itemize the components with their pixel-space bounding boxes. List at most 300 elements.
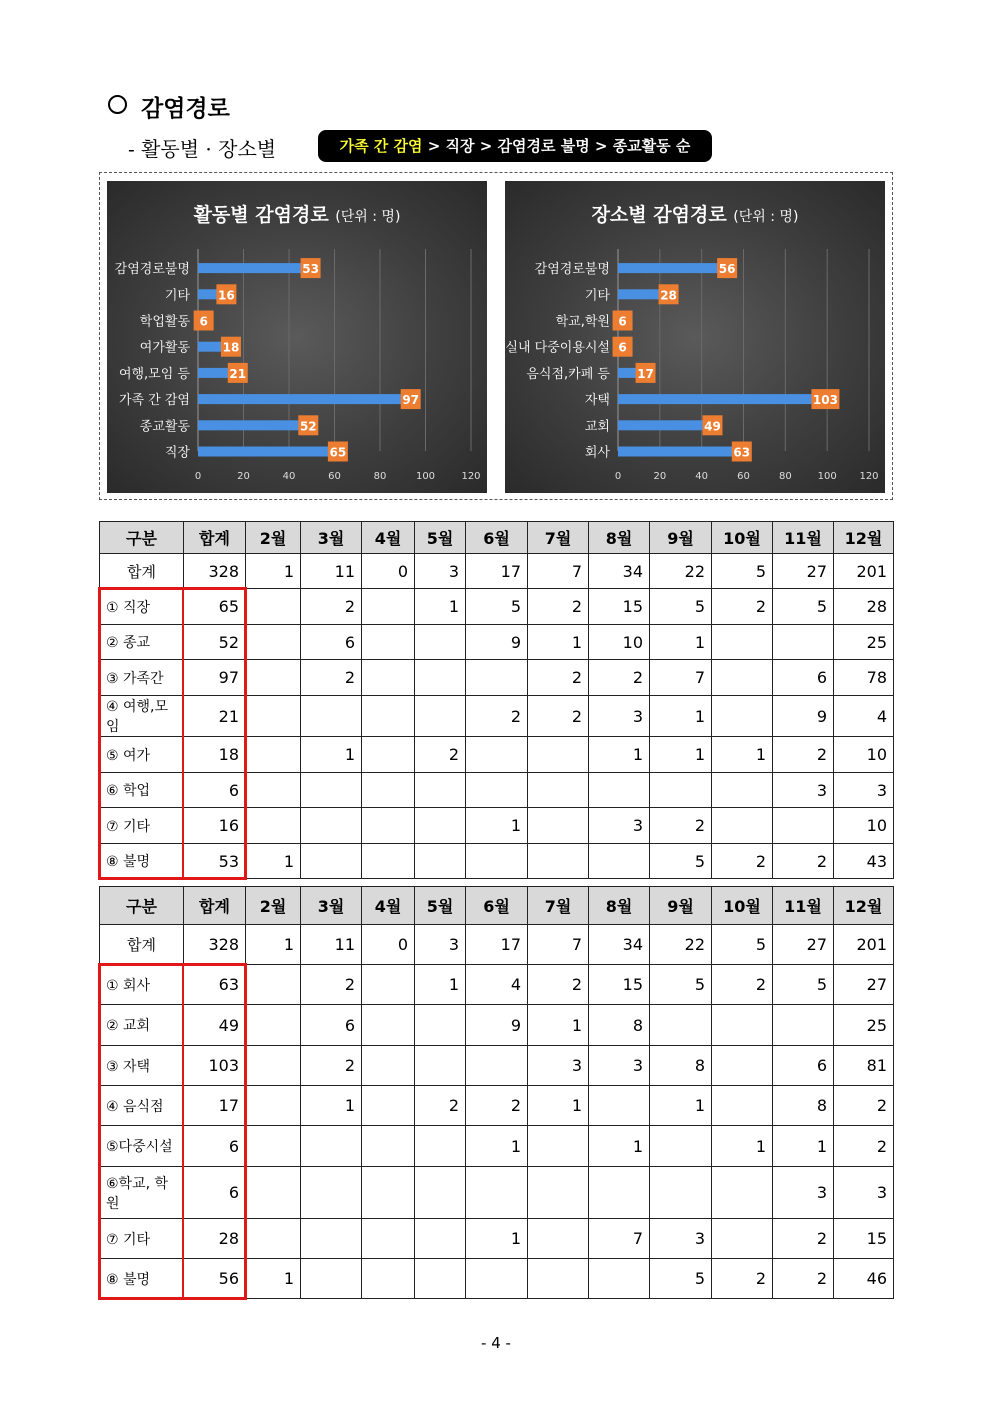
table-cell: 27 (834, 965, 894, 1005)
table-cell: 7 (589, 1219, 650, 1259)
table-cell: 2 (712, 589, 773, 625)
table-cell: 15 (589, 589, 650, 625)
table-cell (712, 808, 773, 844)
data-label: 97 (402, 393, 420, 408)
table-cell: 17 (466, 554, 528, 589)
table-cell: 1 (773, 1126, 834, 1167)
table-cell: 1 (528, 1086, 589, 1126)
table-cell: 46 (834, 1259, 894, 1299)
table-cell: 1 (246, 844, 301, 879)
table-cell: 2 (528, 660, 589, 696)
table-cell (301, 844, 362, 879)
bar (198, 263, 319, 273)
table-cell: 2 (589, 660, 650, 696)
table-cell (712, 1046, 773, 1086)
column-header: 3월 (301, 887, 362, 925)
category-label: 회사 (584, 445, 610, 461)
table-cell (415, 1046, 466, 1086)
table-cell (301, 773, 362, 808)
table-cell: 201 (834, 925, 894, 965)
table-cell: 8 (650, 1046, 712, 1086)
table-cell: 2 (466, 696, 528, 737)
table-cell (589, 1167, 650, 1219)
row-label: ③ 자택 (100, 1046, 184, 1086)
table-cell (301, 1126, 362, 1167)
activity-chart (107, 181, 487, 493)
table-cell (466, 1167, 528, 1219)
table-cell: 2 (301, 660, 362, 696)
table-cell: 78 (834, 660, 894, 696)
table-cell (528, 1126, 589, 1167)
table-cell: 2 (773, 844, 834, 879)
highlight-box (98, 963, 247, 1300)
table-cell (246, 1086, 301, 1126)
table-cell: 63 (184, 965, 246, 1005)
data-label: 49 (704, 419, 721, 434)
category-label: 기타 (584, 288, 610, 304)
table-cell: 52 (184, 625, 246, 660)
highlight-divider (182, 588, 184, 878)
row-label: ⑧ 불명 (100, 1259, 184, 1299)
category-label: 여가활동 (139, 340, 190, 356)
table-cell (466, 1046, 528, 1086)
table-cell: 5 (712, 554, 773, 589)
table-cell (362, 1167, 415, 1219)
data-label: 6 (618, 340, 627, 355)
table-cell: 2 (650, 808, 712, 844)
table-cell: 3 (650, 1219, 712, 1259)
circle-bullet-icon (108, 95, 127, 114)
column-header: 합계 (184, 522, 246, 554)
table-cell: 328 (184, 925, 246, 965)
table-cell (415, 808, 466, 844)
table-cell (650, 1005, 712, 1046)
table-cell: 1 (415, 965, 466, 1005)
table-cell (301, 696, 362, 737)
table-cell: 9 (466, 1005, 528, 1046)
column-header: 2월 (246, 522, 301, 554)
category-label: 감염경로불명 (114, 262, 190, 278)
table-cell: 28 (834, 589, 894, 625)
table-cell: 3 (589, 1046, 650, 1086)
data-label: 28 (660, 288, 677, 303)
table-cell (466, 737, 528, 773)
category-label: 교회 (584, 419, 610, 435)
table-cell (246, 696, 301, 737)
table-cell: 6 (184, 1167, 246, 1219)
table-cell (362, 1259, 415, 1299)
table-cell: 97 (184, 660, 246, 696)
table-cell (712, 773, 773, 808)
category-label: 감염경로불명 (534, 262, 610, 278)
table-cell (712, 696, 773, 737)
table-cell (362, 1126, 415, 1167)
column-header: 5월 (415, 522, 466, 554)
table-cell (712, 1167, 773, 1219)
table-cell (246, 808, 301, 844)
table-cell (589, 1086, 650, 1126)
x-tick-label: 60 (328, 471, 341, 482)
table-cell: 7 (650, 660, 712, 696)
table-cell: 2 (712, 965, 773, 1005)
table-cell: 15 (589, 965, 650, 1005)
column-header: 12월 (834, 887, 894, 925)
table-cell: 15 (834, 1219, 894, 1259)
table-cell: 2 (415, 1086, 466, 1126)
table-cell: 3 (415, 925, 466, 965)
table-cell (528, 1167, 589, 1219)
table-cell (773, 1005, 834, 1046)
table-cell: 49 (184, 1005, 246, 1046)
table-cell (415, 1005, 466, 1046)
column-header: 7월 (528, 522, 589, 554)
column-header: 11월 (773, 522, 834, 554)
table-cell (466, 1259, 528, 1299)
row-label: ⑥학교, 학원 (100, 1167, 184, 1219)
column-header: 10월 (712, 887, 773, 925)
category-label: 기타 (164, 288, 190, 304)
column-header: 합계 (184, 887, 246, 925)
table-cell: 27 (773, 925, 834, 965)
table-cell: 1 (650, 1086, 712, 1126)
table-cell (362, 625, 415, 660)
table-cell (246, 625, 301, 660)
place-chart-svg (505, 181, 885, 493)
table-cell: 1 (712, 737, 773, 773)
category-label: 직장 (164, 445, 190, 461)
table-cell (362, 696, 415, 737)
bar (198, 447, 346, 457)
table-header-row (100, 522, 894, 554)
table-cell: 1 (301, 737, 362, 773)
table-cell (362, 1086, 415, 1126)
table-cell: 1 (246, 925, 301, 965)
table-cell (528, 808, 589, 844)
table-cell: 5 (650, 589, 712, 625)
x-tick-label: 20 (653, 471, 667, 482)
table-cell: 1 (650, 696, 712, 737)
table-cell (246, 1005, 301, 1046)
table-cell (246, 1219, 301, 1259)
table-cell (415, 1219, 466, 1259)
highlight-box (98, 587, 247, 880)
row-label: ⑤다중시설 (100, 1126, 184, 1167)
x-tick-label: 0 (194, 471, 202, 482)
category-label: 가족 간 감염 (118, 393, 190, 409)
table-cell (415, 844, 466, 879)
table-cell: 28 (184, 1219, 246, 1259)
row-label: ② 교회 (100, 1005, 184, 1046)
table-cell: 4 (834, 696, 894, 737)
x-tick-label: 80 (778, 471, 792, 482)
table-cell (246, 1126, 301, 1167)
table-cell: 4 (466, 965, 528, 1005)
table-cell (301, 1167, 362, 1219)
row-label: ④ 여행,모임 (100, 696, 184, 737)
table-cell (301, 1219, 362, 1259)
x-tick-label: 120 (461, 471, 481, 482)
table-cell: 6 (184, 773, 246, 808)
table-cell (246, 773, 301, 808)
table-cell: 2 (301, 589, 362, 625)
table-cell: 5 (650, 965, 712, 1005)
data-label: 52 (299, 419, 317, 434)
place-chart (505, 181, 885, 493)
table-cell (362, 773, 415, 808)
table-cell (528, 737, 589, 773)
subheading: - 활동별 · 장소별 (128, 137, 277, 161)
table-cell: 5 (773, 589, 834, 625)
table-cell: 2 (773, 1259, 834, 1299)
column-header: 12월 (834, 522, 894, 554)
row-label: ① 직장 (100, 589, 184, 625)
table-cell: 1 (466, 1219, 528, 1259)
data-label: 17 (637, 366, 654, 381)
data-label: 6 (618, 314, 627, 329)
column-header: 10월 (712, 522, 773, 554)
table-cell: 53 (184, 844, 246, 879)
table-cell: 3 (528, 1046, 589, 1086)
table-cell (415, 660, 466, 696)
total-row (100, 925, 894, 965)
row-label: 합계 (100, 554, 184, 589)
data-label: 6 (199, 314, 208, 329)
table-cell (589, 773, 650, 808)
column-header: 6월 (466, 522, 528, 554)
table-cell (362, 844, 415, 879)
section-heading (108, 90, 230, 123)
table-cell (466, 773, 528, 808)
table-cell: 1 (712, 1126, 773, 1167)
table-cell: 1 (466, 808, 528, 844)
table-cell (362, 965, 415, 1005)
table-cell: 2 (415, 737, 466, 773)
table-cell: 16 (184, 808, 246, 844)
table-cell: 6 (773, 1046, 834, 1086)
column-header: 11월 (773, 887, 834, 925)
table-cell (246, 660, 301, 696)
table-cell: 103 (184, 1046, 246, 1086)
table-cell: 1 (466, 1126, 528, 1167)
table-cell (589, 844, 650, 879)
page-number: - 4 - (481, 1334, 511, 1352)
x-tick-label: 40 (695, 471, 709, 482)
table-cell: 1 (246, 1259, 301, 1299)
table-cell (415, 696, 466, 737)
chart-title (592, 203, 799, 226)
table-cell: 201 (834, 554, 894, 589)
table-cell (712, 1219, 773, 1259)
data-label: 65 (329, 445, 347, 460)
table-cell: 3 (589, 808, 650, 844)
table-cell (650, 773, 712, 808)
table-cell (246, 737, 301, 773)
data-label: 18 (222, 340, 240, 355)
table-cell: 6 (301, 625, 362, 660)
row-label: ⑧ 불명 (100, 844, 184, 879)
table-cell: 2 (773, 737, 834, 773)
table-cell: 43 (834, 844, 894, 879)
table-cell: 2 (773, 1219, 834, 1259)
category-label: 학업활동 (139, 314, 190, 330)
row-label: ⑤ 여가 (100, 737, 184, 773)
column-header: 구분 (100, 887, 184, 925)
charts-frame (99, 172, 893, 500)
table-cell: 1 (650, 737, 712, 773)
table-cell (362, 737, 415, 773)
data-label: 53 (302, 262, 319, 277)
table-cell: 3 (589, 696, 650, 737)
data-label: 63 (733, 445, 751, 460)
table-cell: 0 (362, 554, 415, 589)
column-header: 8월 (589, 887, 650, 925)
x-tick-label: 120 (859, 471, 879, 482)
x-tick-label: 100 (817, 471, 837, 482)
table-cell: 1 (528, 625, 589, 660)
row-label: ⑦ 기타 (100, 1219, 184, 1259)
row-label: ④ 음식점 (100, 1086, 184, 1126)
table-cell: 1 (528, 1005, 589, 1046)
table-header-row (100, 887, 894, 925)
highlight-divider (182, 964, 184, 1298)
table-cell (528, 773, 589, 808)
ranking-badge (318, 130, 712, 162)
ranking-rest: > 직장 > 감염경로 불명 > 종교활동 순 (422, 137, 691, 155)
column-header: 7월 (528, 887, 589, 925)
table-cell: 5 (773, 965, 834, 1005)
category-label: 여행,모임 등 (118, 366, 190, 382)
table-cell: 7 (528, 925, 589, 965)
table-cell (528, 1219, 589, 1259)
x-tick-label: 0 (614, 471, 622, 482)
table-cell (712, 1086, 773, 1126)
table-cell: 2 (528, 696, 589, 737)
table-cell (773, 808, 834, 844)
table-cell (650, 1126, 712, 1167)
heading-text: 감염경로 (141, 96, 230, 122)
table-cell (415, 1259, 466, 1299)
table-cell: 1 (589, 737, 650, 773)
table-cell (246, 589, 301, 625)
table-cell: 10 (589, 625, 650, 660)
chart-title (193, 203, 401, 226)
table-cell: 8 (773, 1086, 834, 1126)
category-label: 종교활동 (139, 419, 190, 435)
table-cell (246, 1167, 301, 1219)
table-cell (466, 660, 528, 696)
table-cell (362, 589, 415, 625)
table-cell: 10 (834, 737, 894, 773)
data-label: 103 (812, 393, 838, 408)
table-cell: 1 (415, 589, 466, 625)
chart-unit: (단위 : 명) (335, 209, 401, 225)
x-tick-label: 100 (415, 471, 436, 482)
row-label: ① 회사 (100, 965, 184, 1005)
table-cell (650, 1167, 712, 1219)
category-label: 음식점,카페 등 (526, 366, 610, 382)
table-cell: 17 (184, 1086, 246, 1126)
table-cell (415, 625, 466, 660)
table-cell: 6 (773, 660, 834, 696)
column-header: 4월 (362, 522, 415, 554)
total-row (100, 554, 894, 589)
table-cell: 17 (466, 925, 528, 965)
column-header: 2월 (246, 887, 301, 925)
column-header: 구분 (100, 522, 184, 554)
table-cell (301, 808, 362, 844)
category-label: 실내 다중이용시설 (505, 340, 610, 356)
table-cell: 3 (834, 1167, 894, 1219)
table-cell: 2 (712, 844, 773, 879)
table-cell: 1 (301, 1086, 362, 1126)
ranking-highlight: 가족 간 감염 (339, 137, 423, 155)
table-cell: 5 (712, 925, 773, 965)
table-cell: 6 (184, 1126, 246, 1167)
column-header: 6월 (466, 887, 528, 925)
table-cell: 65 (184, 589, 246, 625)
x-tick-label: 20 (237, 471, 250, 482)
table-cell (362, 1005, 415, 1046)
row-label: ③ 가족간 (100, 660, 184, 696)
table-cell: 2 (301, 965, 362, 1005)
table-cell: 2 (834, 1126, 894, 1167)
chart-title-text: 활동별 감염경로 (193, 204, 336, 226)
table-cell: 5 (650, 1259, 712, 1299)
table-cell: 1 (246, 554, 301, 589)
row-label: ② 종교 (100, 625, 184, 660)
x-tick-label: 80 (373, 471, 387, 482)
table-cell: 9 (466, 625, 528, 660)
column-header: 4월 (362, 887, 415, 925)
table-cell: 81 (834, 1046, 894, 1086)
row-label: ⑥ 학업 (100, 773, 184, 808)
x-tick-label: 60 (737, 471, 750, 482)
table-cell: 34 (589, 554, 650, 589)
table-cell: 22 (650, 925, 712, 965)
x-tick-label: 40 (282, 471, 296, 482)
table-cell: 5 (650, 844, 712, 879)
table-cell (712, 625, 773, 660)
table-cell (246, 965, 301, 1005)
table-cell: 8 (589, 1005, 650, 1046)
table-cell: 10 (834, 808, 894, 844)
table-cell (362, 1046, 415, 1086)
table-cell: 11 (301, 554, 362, 589)
data-label: 56 (718, 262, 736, 277)
row-label: ⑦ 기타 (100, 808, 184, 844)
table-cell (589, 1259, 650, 1299)
table-cell (415, 1126, 466, 1167)
row-label: 합계 (100, 925, 184, 965)
table-cell: 7 (528, 554, 589, 589)
bar (198, 394, 419, 404)
table-cell: 0 (362, 925, 415, 965)
bar (618, 394, 833, 404)
table-cell: 3 (834, 773, 894, 808)
column-header: 8월 (589, 522, 650, 554)
table-cell: 27 (773, 554, 834, 589)
table-cell: 3 (773, 773, 834, 808)
bar (618, 447, 750, 457)
table-cell: 9 (773, 696, 834, 737)
column-header: 5월 (415, 887, 466, 925)
table-cell: 25 (834, 625, 894, 660)
table-cell: 56 (184, 1259, 246, 1299)
table-cell (712, 660, 773, 696)
table-cell: 2 (712, 1259, 773, 1299)
data-label: 21 (229, 366, 247, 381)
table-cell: 22 (650, 554, 712, 589)
